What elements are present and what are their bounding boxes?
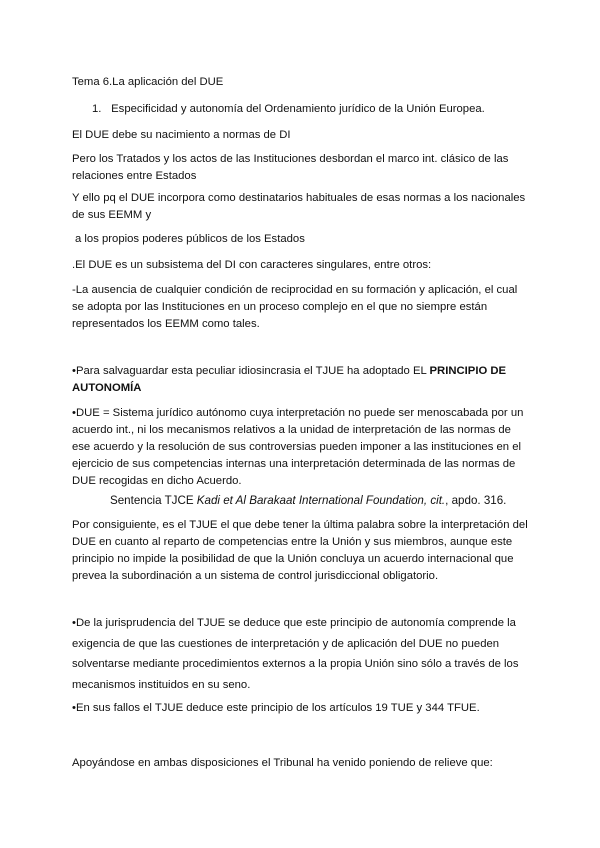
autonomy-intro-text: •Para salvaguardar esta peculiar idiosincrasia el TJUE ha adoptado EL [72, 365, 430, 377]
paragraph-origin: El DUE debe su nacimiento a normas de DI [72, 129, 291, 141]
paragraph-subsystem: .El DUE es un subsistema del DI con caracteres singulares, entre otros: [72, 259, 432, 271]
item-text: Especificidad y autonomía del Ordenamiento jurídico de la Unión Europea. [111, 103, 485, 115]
autonomy-principle-bold: PRINCIPIO DE AUTONOMÍA [72, 365, 507, 394]
citation-prefix: Sentencia TJCE [110, 494, 197, 507]
paragraph-jurisprudence: •De la jurisprudencia del TJUE se deduce que este principio de autonomía comprende la exigencia de que las cuestiones de interpretación y de aplicación del DUE no pueden solventarse mediante procedimientos externos a la propia Unión sino sólo a través de los mecanismos instituidos en su seno. [72, 617, 519, 691]
case-citation [110, 492, 530, 509]
citation-case-name: Kadi et Al Barakaat International Foundation [196, 494, 424, 507]
paragraph-consequence: Por consiguiente, es el TJUE el que debe tener la última palabra sobre la interpretación del DUE en cuanto al reparto de competencias entre la Unión y sus miembros, aunque este principio no impide la posibilidad de que la Unión concluya un acuerdo internacional que prevea la subordinación a un sistema de control jurisdiccional obligatorio. [72, 519, 528, 582]
paragraph-addressees: Y ello pq el DUE incorpora como destinatarios habituales de esas normas a los nacionales de sus EEMM y [72, 192, 526, 221]
paragraph-articles: •En sus fallos el TJUE deduce este principio de los artículos 19 TUE y 344 TFUE. [72, 702, 480, 714]
numbered-heading [92, 101, 522, 118]
paragraph-reciprocity: -La ausencia de cualquier condición de reciprocidad en su formación y aplicación, el cual se adopta por las Instituciones en un proceso complejo en el que no siempre están representados los EEMM como tales. [72, 284, 518, 330]
citation-suffix: , apdo. 316. [445, 494, 507, 507]
document-title: Tema 6.La aplicación del DUE [72, 76, 224, 88]
paragraph-autonomy-principle [72, 363, 528, 397]
paragraph-treaties: Pero los Tratados y los actos de las Instituciones desbordan el marco int. clásico de las relaciones entre Estados [72, 153, 509, 182]
paragraph-closing: Apoyándose en ambas disposiciones el Tribunal ha venido poniendo de relieve que: [72, 757, 493, 769]
citation-ref: , cit. [423, 494, 446, 507]
paragraph-public-powers: a los propios poderes públicos de los Estados [75, 233, 305, 245]
paragraph-due-definition: •DUE = Sistema jurídico autónomo cuya interpretación no puede ser menoscabada por un acuerdo int., ni los mecanismos relativos a la unidad de interpretación de las normas de ese acuerdo y la resolución de sus controversias pueden imponer a las instituciones en el ejercicio de sus competencias internas una interpretación determinada de las normas de DUE recogidas en dicho Acuerdo. [72, 407, 524, 487]
item-number: 1. [92, 103, 102, 115]
